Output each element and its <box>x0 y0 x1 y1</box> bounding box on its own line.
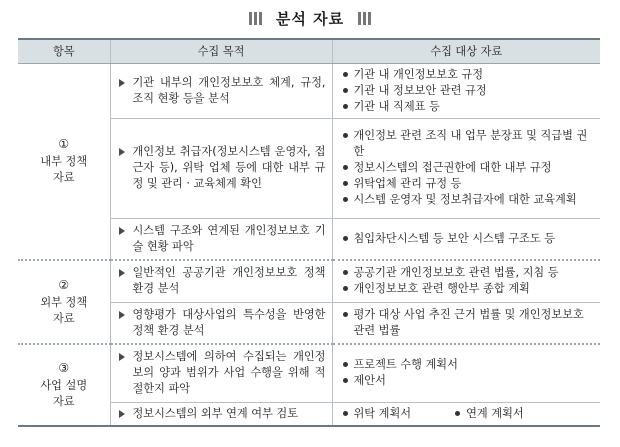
header-target-data: 수집 대상 자료 <box>332 39 600 63</box>
arrow-bullet-icon <box>119 79 125 87</box>
header-category: 항목 <box>18 39 110 63</box>
category-name: 자료 <box>52 395 75 408</box>
purpose-cell: 정보시스템의 외부 연계 여부 검토 <box>110 402 332 426</box>
bullet-icon <box>343 236 348 241</box>
table-row <box>18 63 600 118</box>
list-item: 연계 계획서 <box>455 406 524 422</box>
title-bars-left-icon <box>249 12 262 25</box>
table-row <box>18 344 600 402</box>
bullet-icon <box>343 181 348 186</box>
list-item: 개인정보보호 관련 행안부 종합 계획 <box>343 281 595 297</box>
bullet-icon <box>343 378 348 383</box>
bullet-icon <box>343 270 348 275</box>
target-data-cell <box>332 402 600 426</box>
bullet-icon <box>343 312 348 317</box>
header-purpose: 수집 목적 <box>110 39 332 63</box>
arrow-bullet-icon <box>119 227 125 235</box>
target-data-cell <box>332 63 600 118</box>
target-data-cell <box>332 118 600 218</box>
purpose-cell: 일반적인 공공기관 개인정보보호 정책 환경 분석 <box>110 260 332 302</box>
target-data-cell <box>332 218 600 260</box>
arrow-bullet-icon <box>119 311 125 319</box>
list-item: 제안서 <box>343 373 595 389</box>
list-item: 침입차단시스템 등 보안 시스템 구조도 등 <box>343 231 595 247</box>
page-title: 분석 자료 <box>275 9 345 28</box>
category-name: 외부 정책 <box>40 296 88 309</box>
analysis-data-table <box>18 38 600 427</box>
target-data-cell <box>332 260 600 302</box>
bullet-icon <box>343 165 348 170</box>
category-number: ② <box>58 278 70 292</box>
list-item: 정보시스템의 접근권한에 대한 내부 규정 <box>343 160 595 176</box>
target-data-cell <box>332 302 600 344</box>
title-bars-right-icon <box>358 12 371 25</box>
category-project-description <box>18 344 110 426</box>
purpose-cell: 기관 내부의 개인정보보호 체계, 규정, 조직 현황 등을 분석 <box>110 63 332 118</box>
bullet-icon <box>343 104 348 109</box>
bullet-icon <box>343 411 348 416</box>
bullet-icon <box>343 362 348 367</box>
list-item: 기관 내 개인정보보호 규정 <box>343 67 595 83</box>
page-title-row <box>0 0 620 36</box>
category-internal-policy <box>18 63 110 260</box>
category-name: 내부 정책 <box>40 155 88 169</box>
list-item: 기관 내 정보보안 관련 규정 <box>343 83 595 99</box>
purpose-cell: 영향평가 대상사업의 특수성을 반영한 정책 환경 분석 <box>110 302 332 344</box>
list-item: 프로젝트 수행 계획서 <box>343 357 595 373</box>
list-item: 기관 내 직제표 등 <box>343 99 595 115</box>
list-item: 개인정보 관련 조직 내 업무 분장표 및 직급별 권한 <box>343 128 595 160</box>
bullet-icon <box>343 286 348 291</box>
bullet-icon <box>455 411 460 416</box>
list-item: 평가 대상 사업 추진 근거 법률 및 개인정보보호 관련 법률 <box>343 307 595 339</box>
target-data-cell <box>332 344 600 402</box>
list-item: 위탁 계획서 <box>343 406 412 422</box>
list-item: 공공기관 개인정보보호 관련 법률, 지침 등 <box>343 265 595 281</box>
arrow-bullet-icon <box>119 148 125 156</box>
bullet-icon <box>343 197 348 202</box>
arrow-bullet-icon <box>119 410 125 418</box>
list-item: 시스템 운영자 및 정보취급자에 대한 교육계획 <box>343 192 595 208</box>
category-name: 자료 <box>52 171 75 185</box>
bullet-icon <box>343 72 348 77</box>
purpose-cell: 시스템 구조와 연계된 개인정보보호 기술 현황 파악 <box>110 218 332 260</box>
bullet-icon <box>343 133 348 138</box>
list-item: 위탁업체 관리 규정 등 <box>343 176 595 192</box>
category-number: ① <box>58 137 70 152</box>
category-external-policy <box>18 260 110 344</box>
bullet-icon <box>343 88 348 93</box>
category-number: ③ <box>58 361 70 375</box>
arrow-bullet-icon <box>119 269 125 277</box>
purpose-cell: 정보시스템에 의하여 수집되는 개인정보의 양과 범위가 사업 수행을 위해 적절한지 파악 <box>110 344 332 402</box>
arrow-bullet-icon <box>119 353 125 361</box>
table-row <box>18 260 600 302</box>
category-name: 자료 <box>52 312 75 325</box>
category-name: 사업 설명 <box>40 379 88 392</box>
purpose-cell: 개인정보 취급자(정보시스템 운영자, 접근자 등), 위탁 업체 등에 대한 내부 규정 및 관리 · 교육체계 확인 <box>110 118 332 218</box>
table-header-row <box>18 39 600 63</box>
